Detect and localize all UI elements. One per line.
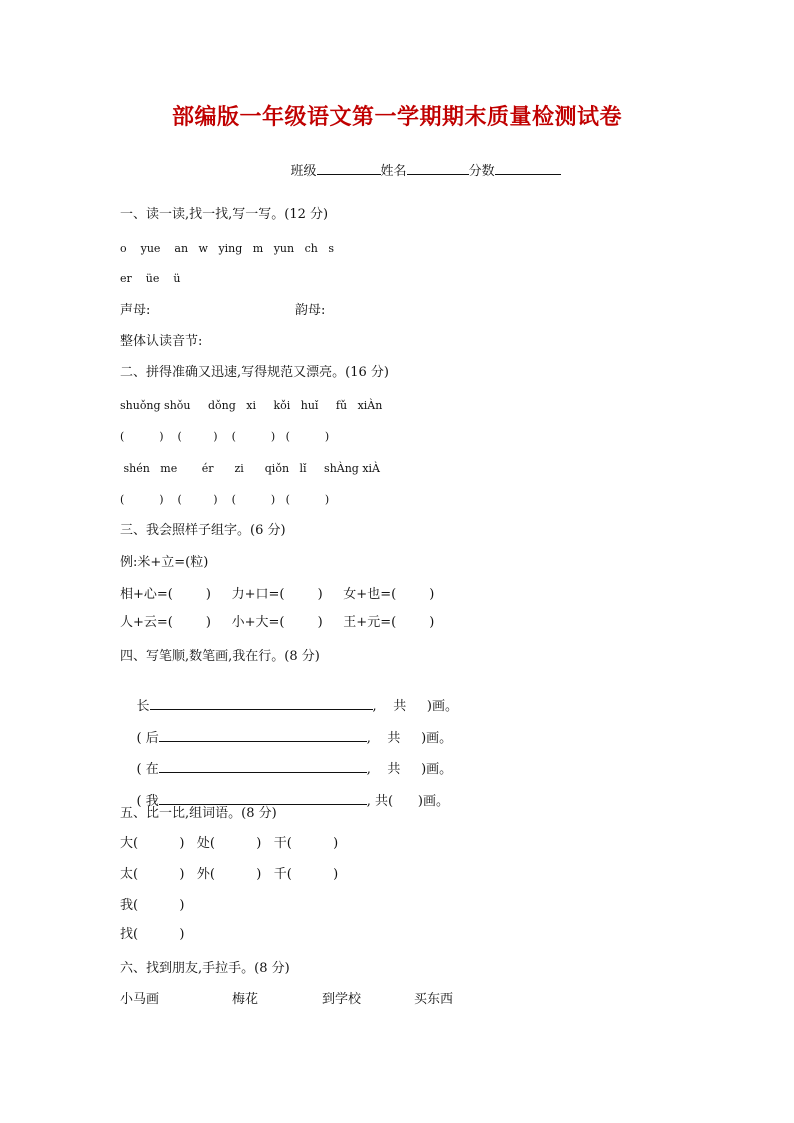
stroke-row-4-end: , 共( )画。 xyxy=(366,794,449,809)
score-blank[interactable] xyxy=(495,162,561,175)
stroke-row-1-char: 长 xyxy=(136,699,150,714)
header-info xyxy=(274,144,561,199)
section5-heading: 五、比一比,组词语。(8 分) xyxy=(120,806,277,821)
section2-heading: 二、拼得准确又迅速,写得规范又漂亮。(16 分) xyxy=(120,365,389,380)
section1-pinyin-row2: er üe ü xyxy=(120,272,181,285)
stroke-row-2-blank[interactable] xyxy=(159,729,367,742)
section5-row4[interactable]: 找( ) xyxy=(120,927,185,942)
section3-row1[interactable]: 相+心=( ) 力+口=( ) 女+也=( ) xyxy=(120,587,435,602)
stroke-row-2-end: , 共 )画。 xyxy=(366,731,453,746)
match-item[interactable]: 小马画 xyxy=(120,992,160,1007)
match-item[interactable]: 梅花 xyxy=(232,992,259,1007)
shengmu-label: 声母: xyxy=(120,303,151,318)
stroke-row-1-blank[interactable] xyxy=(150,697,373,710)
match-item[interactable]: 买东西 xyxy=(414,992,454,1007)
stroke-row-4-blank[interactable] xyxy=(159,792,367,805)
class-label: 班级 xyxy=(290,164,317,179)
exam-title: 部编版一年级语文第一学期期末质量检测试卷 xyxy=(171,104,622,130)
section5-row3[interactable]: 我( ) xyxy=(120,898,185,913)
name-blank[interactable] xyxy=(407,162,469,175)
stroke-row-3-char: ( 在 xyxy=(136,762,159,777)
stroke-row-4-char: ( 我 xyxy=(136,794,159,809)
match-item[interactable]: 到学校 xyxy=(322,992,362,1007)
section3-row2[interactable]: 人+云=( ) 小+大=( ) 王+元=( ) xyxy=(120,615,435,630)
section2-pinyin-row1: shuǒng shǒu dǒng xi kǒi huǐ fǔ xiÀn xyxy=(120,399,383,412)
section5-row2[interactable]: 太( ) 外( ) 千( ) xyxy=(120,867,339,882)
section3-heading: 三、我会照样子组字。(6 分) xyxy=(120,523,286,538)
section4-heading: 四、写笔顺,数笔画,我在行。(8 分) xyxy=(120,649,320,664)
section1-heading: 一、读一读,找一找,写一写。(12 分) xyxy=(120,207,329,222)
section2-pinyin-row2: shén me ér zi qiǒn lǐ shÀng xiÀ xyxy=(120,462,381,475)
section5-row1[interactable]: 大( ) 处( ) 干( ) xyxy=(120,836,339,851)
score-label: 分数 xyxy=(468,164,495,179)
name-label: 姓名 xyxy=(380,164,407,179)
stroke-row-2-char: ( 后 xyxy=(136,731,159,746)
section1-pinyin-row1: o yue an w ying m yun ch s xyxy=(120,242,334,255)
section3-example: 例:米+立=(粒) xyxy=(120,555,209,570)
section2-answer-row1[interactable]: ( ) ( ) ( ) ( ) xyxy=(120,430,330,443)
stroke-row-3-blank[interactable] xyxy=(159,760,367,773)
stroke-row-1-end: , 共 )画。 xyxy=(372,699,458,714)
yunmu-label: 韵母: xyxy=(295,303,326,318)
section2-answer-row2[interactable]: ( ) ( ) ( ) ( ) xyxy=(120,493,330,506)
stroke-row-3-end: , 共 )画。 xyxy=(366,762,453,777)
zhengti-label: 整体认读音节: xyxy=(120,334,203,349)
section6-heading: 六、找到朋友,手拉手。(8 分) xyxy=(120,961,290,976)
class-blank[interactable] xyxy=(317,162,381,175)
